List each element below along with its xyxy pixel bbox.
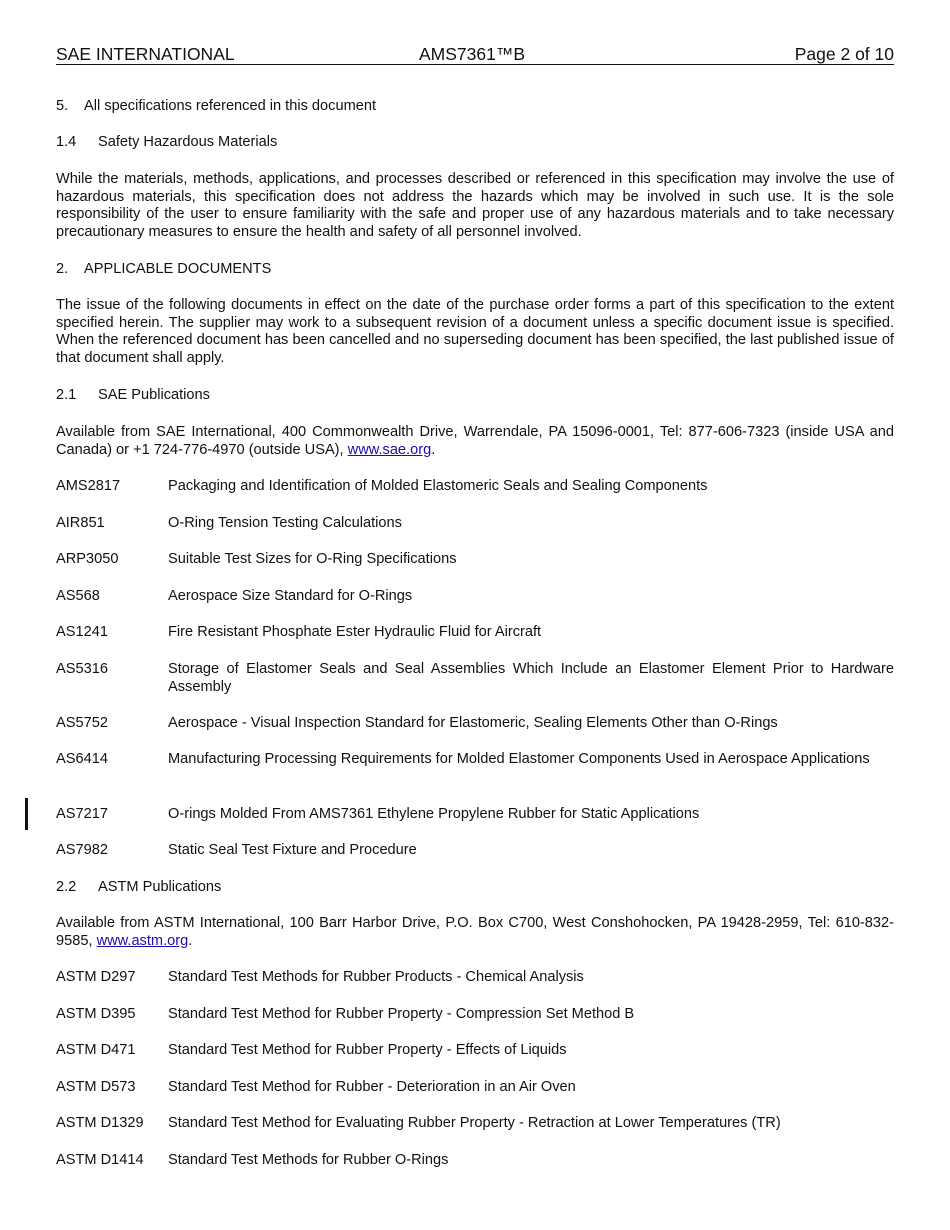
sae-ref-row [56,588,894,606]
ref-code: ASTM D297 [56,969,136,985]
ref-title: Aerospace - Visual Inspection Standard for Elastomeric, Sealing Elements Other than O-Rings [168,715,778,731]
sae-website-link[interactable]: www.sae.org [347,441,432,458]
ref-code: ASTM D1414 [56,1152,144,1168]
ref-title: Standard Test Method for Rubber Property - Effects of Liquids [168,1042,567,1058]
ref-code: AS5316 [56,661,108,677]
ref-code: ARP3050 [56,551,119,567]
section-title: APPLICABLE DOCUMENTS [84,261,272,277]
revision-change-bar [25,798,28,830]
section-heading-1-4 [56,134,894,152]
astm-ref-row [56,1079,894,1097]
astm-ref-row [56,1115,894,1133]
item-text: All specifications referenced in this document [84,98,377,114]
ref-code: AS568 [56,588,100,604]
ref-code: AS7217 [56,806,108,822]
sae-ref-row [56,661,894,696]
ref-title: Fire Resistant Phosphate Ester Hydraulic Fluid for Aircraft [168,624,542,640]
sae-ref-row [56,624,894,642]
ref-code: ASTM D1329 [56,1115,144,1131]
section-number: 2.2 [56,879,77,895]
ref-code: ASTM D573 [56,1079,136,1095]
sae-ref-row [56,478,894,496]
section-heading-2 [56,261,894,279]
sae-ref-row [56,842,894,860]
sae-ref-row [56,715,894,733]
ref-title: Standard Test Method for Rubber Property - Compression Set Method B [168,1006,635,1022]
ref-title: O-Ring Tension Testing Calculations [168,515,402,531]
ref-title: Standard Test Method for Rubber - Deterioration in an Air Oven [168,1079,576,1095]
ref-code: AMS2817 [56,478,121,494]
sae-ref-row [56,515,894,533]
ref-code: ASTM D471 [56,1042,136,1058]
ref-title: Packaging and Identification of Molded Elastomeric Seals and Sealing Components [168,478,708,494]
period: . [431,441,436,458]
astm-ref-row [56,1152,894,1170]
section-title: SAE Publications [98,387,210,403]
sae-availability-text: Available from SAE International, 400 Commonwealth Drive, Warrendale, PA 15096-0001, Tel: 877-606-7323 (inside USA and Canada) or +1 724-776-4970 (outside USA), [56,424,894,458]
astm-availability-text: Available from ASTM International, 100 Barr Harbor Drive, P.O. Box C700, West Conshohocken, PA 19428-2959, Tel: 610-832-9585, [56,915,894,949]
header-org: SAE INTERNATIONAL [56,44,235,64]
ref-code: AS1241 [56,624,108,640]
ref-title: Aerospace Size Standard for O-Rings [168,588,413,604]
ref-title: Standard Test Method for Evaluating Rubber Property - Retraction at Lower Temperatures (TR) [168,1115,781,1131]
section-2-body: The issue of the following documents in effect on the date of the purchase order forms a part of this specification to the extent specified herein. The supplier may work to a subsequent revision of a document unless a specific document issue is specified. When the referenced document has been cancelled and no superseding document has been specified, the last published issue of that document shall apply. [56,297,894,366]
astm-ref-row [56,969,894,987]
ref-title: Standard Test Methods for Rubber O-Rings [168,1152,449,1168]
ref-code: AS5752 [56,715,108,731]
section-1-4-body: While the materials, methods, applications, and processes described or referenced in this specification may involve the use of hazardous materials, this specification does not address the hazards which may be involved in such use. It is the sole responsibility of the user to ensure familiarity with the safe and proper use of any hazardous materials and to take necessary precautionary measures to ensure the health and safety of all personnel involved. [56,171,894,240]
astm-ref-row [56,1042,894,1060]
header-doc-number: AMS7361™B [419,44,526,64]
ref-title: Suitable Test Sizes for O-Ring Specifications [168,551,457,567]
ref-code: ASTM D395 [56,1006,136,1022]
ref-title: Static Seal Test Fixture and Procedure [168,842,417,858]
section-title: Safety Hazardous Materials [98,134,278,150]
astm-availability [56,915,894,950]
section-heading-2-1 [56,387,894,405]
sae-ref-row [56,551,894,569]
section-number: 1.4 [56,134,77,150]
period: . [188,932,193,949]
ref-title: O-rings Molded From AMS7361 Ethylene Propylene Rubber for Static Applications [168,806,700,822]
header-page-number: Page 2 of 10 [794,44,894,64]
section-heading-2-2 [56,879,894,897]
section-number: 2.1 [56,387,77,403]
ref-title: Standard Test Methods for Rubber Products - Chemical Analysis [168,969,584,985]
astm-ref-row [56,1006,894,1024]
ref-code: AS6414 [56,751,108,767]
section-title: ASTM Publications [98,879,222,895]
ref-title: Manufacturing Processing Requirements for Molded Elastomer Components Used in Aerospace Applications [168,751,870,767]
ref-code: AS7982 [56,842,108,858]
item-5 [56,98,894,116]
sae-ref-row [56,806,894,824]
ref-code: AIR851 [56,515,105,531]
page-header [56,44,894,65]
ref-title: Storage of Elastomer Seals and Seal Assemblies Which Include an Elastomer Element Prior to Hardware Assembly [168,661,894,695]
item-number: 5. [56,98,69,114]
section-number: 2. [56,261,69,277]
sae-availability [56,424,894,459]
astm-website-link[interactable]: www.astm.org [96,932,189,949]
sae-ref-row [56,751,894,769]
